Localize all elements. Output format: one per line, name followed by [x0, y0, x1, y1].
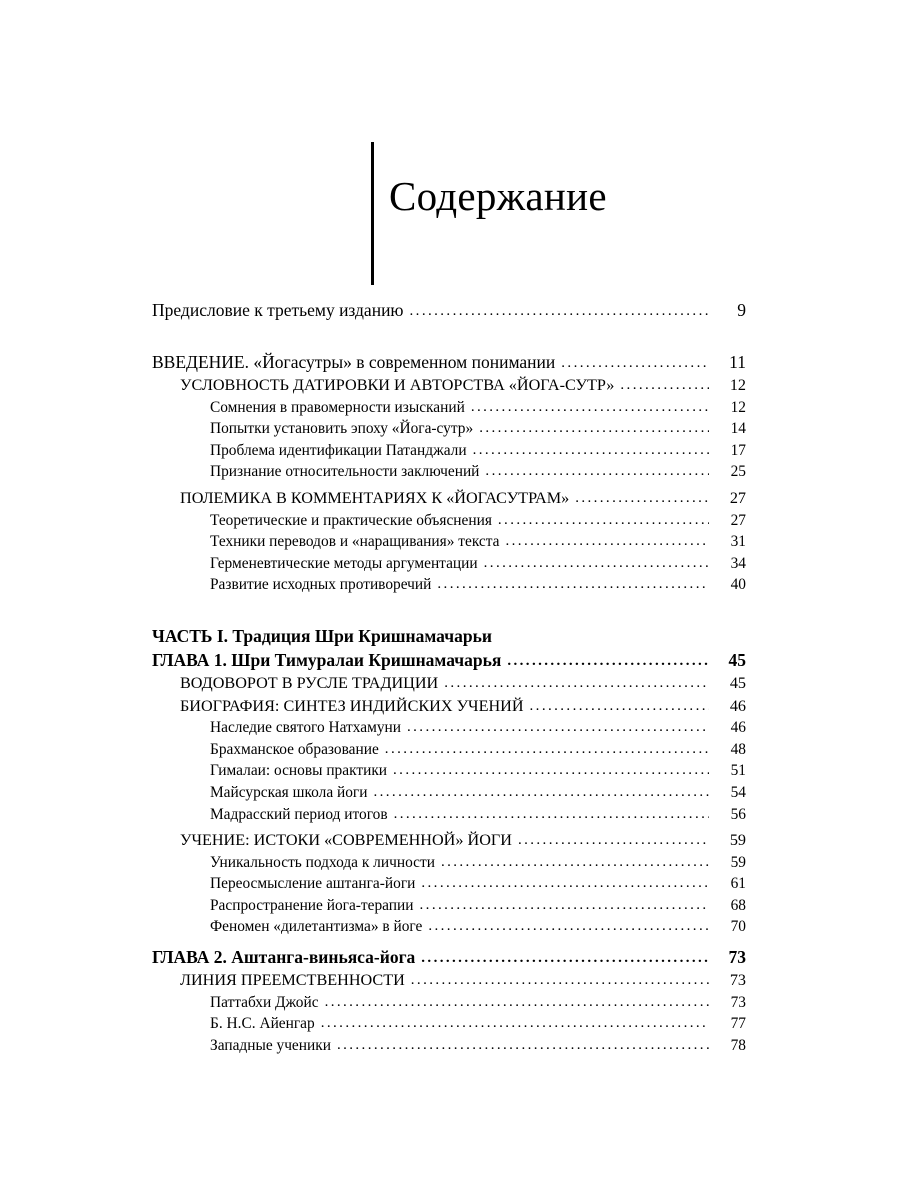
toc-entry-label: Распространение йога-терапии — [210, 896, 414, 914]
toc-entry[interactable] — [210, 762, 746, 784]
toc-entry[interactable] — [152, 626, 746, 650]
toc-leader-dots — [485, 463, 709, 480]
toc-entry[interactable] — [152, 300, 746, 324]
toc-entry[interactable] — [210, 719, 746, 741]
toc-entry[interactable] — [180, 674, 746, 697]
page-title: Содержание — [389, 173, 607, 219]
toc-entry-label: ГЛАВА 1. Шри Тимуралаи Кришнамачарья — [152, 649, 502, 670]
toc-entry-label: Теоретические и практические объяснения — [210, 511, 492, 529]
toc-entry-page-number: 56 — [730, 805, 746, 823]
toc-entry[interactable] — [180, 376, 746, 399]
toc-leader-dots — [325, 994, 709, 1011]
toc-entry-page-number: 73 — [730, 993, 746, 1011]
toc-entry[interactable] — [210, 897, 746, 919]
toc-entry-label: Мадрасский период итогов — [210, 805, 388, 823]
toc-entry[interactable] — [152, 947, 746, 971]
toc-entry-page-number: 9 — [737, 300, 746, 320]
toc-entry[interactable] — [210, 1037, 746, 1059]
toc-entry[interactable] — [210, 533, 746, 555]
toc-leader-dots — [473, 442, 709, 459]
toc-entry-page-number: 46 — [730, 719, 746, 737]
toc-entry-label: Брахманское образование — [210, 740, 379, 758]
toc-entry-label: ПОЛЕМИКА В КОММЕНТАРИЯХ К «ЙОГАСУТРАМ» — [180, 488, 570, 507]
toc-entry[interactable] — [152, 352, 746, 376]
toc-entry[interactable] — [180, 971, 746, 994]
toc-leader-dots — [420, 897, 709, 914]
toc-entry-label: ВОДОВОРОТ В РУСЛЕ ТРАДИЦИИ — [180, 673, 439, 692]
toc-entry-label: ВВЕДЕНИЕ. «Йогасутры» в современном понимании — [152, 352, 556, 372]
toc-entry-page-number: 45 — [729, 673, 746, 692]
toc-entry-page-number: 51 — [730, 762, 746, 780]
toc-entry-label: ЧАСТЬ I. Традиция Шри Кришнамачарьи — [152, 625, 492, 646]
toc-entry-page-number: 11 — [729, 352, 746, 372]
toc-entry[interactable] — [210, 994, 746, 1016]
toc-entry-label: ЛИНИЯ ПРЕЕМСТВЕННОСТИ — [180, 971, 405, 990]
toc-leader-dots — [444, 675, 709, 692]
toc-entry-page-number: 78 — [730, 1036, 746, 1054]
toc-leader-dots — [620, 377, 709, 394]
toc-leader-dots — [411, 972, 709, 989]
toc-entry-page-number: 34 — [730, 554, 746, 572]
title-vertical-rule — [371, 142, 374, 285]
toc-entry[interactable] — [210, 463, 746, 485]
toc-entry-label: БИОГРАФИЯ: СИНТЕЗ ИНДИЙСКИХ УЧЕНИЙ — [180, 696, 524, 715]
toc-leader-dots — [561, 355, 709, 372]
toc-entry[interactable] — [210, 1015, 746, 1037]
toc-entry-page-number: 12 — [730, 398, 746, 416]
toc-entry-page-number: 45 — [728, 649, 746, 670]
toc-entry[interactable] — [210, 854, 746, 876]
toc-leader-dots — [484, 555, 709, 572]
toc-leader-dots — [373, 784, 709, 801]
toc-entry-label: Майсурская школа йоги — [210, 783, 368, 801]
toc-leader-dots — [385, 741, 709, 758]
toc-entry-page-number: 27 — [730, 511, 746, 529]
toc-entry[interactable] — [210, 442, 746, 464]
toc-entry[interactable] — [210, 741, 746, 763]
toc-entry-page-number: 17 — [730, 441, 746, 459]
toc-entry-page-number: 40 — [730, 576, 746, 594]
toc-entry[interactable] — [210, 576, 746, 598]
toc-entry-page-number: 27 — [729, 488, 746, 507]
toc-leader-dots — [518, 832, 709, 849]
toc-leader-dots — [506, 533, 710, 550]
toc-entry-page-number: 31 — [730, 533, 746, 551]
toc-entry[interactable] — [180, 489, 746, 512]
toc-leader-dots — [441, 854, 709, 871]
toc-leader-dots — [407, 719, 709, 736]
toc-leader-dots — [471, 399, 709, 416]
toc-leader-dots — [479, 420, 709, 437]
toc-entry-page-number: 59 — [729, 831, 746, 850]
toc-entry[interactable] — [210, 555, 746, 577]
toc-entry-page-number: 70 — [730, 918, 746, 936]
toc-entry-page-number: 48 — [730, 740, 746, 758]
toc-entry-label: УЧЕНИЕ: ИСТОКИ «СОВРЕМЕННОЙ» ЙОГИ — [180, 831, 512, 850]
toc-entry-page-number: 12 — [729, 376, 746, 394]
toc-entry-page-number: 77 — [730, 1015, 746, 1033]
toc-leader-dots — [421, 875, 709, 892]
toc-entry-page-number: 73 — [729, 971, 746, 990]
toc-entry[interactable] — [210, 806, 746, 828]
toc-entry-label: Уникальность подхода к личности — [210, 853, 435, 871]
toc-leader-dots — [393, 762, 709, 779]
toc-entry-label: ГЛАВА 2. Аштанга-виньяса-йога — [152, 947, 416, 968]
toc-entry-label: Б. Н.С. Айенгар — [210, 1015, 315, 1033]
toc-leader-dots — [410, 303, 709, 320]
toc-entry-page-number: 14 — [730, 420, 746, 438]
toc-entry-page-number: 46 — [729, 696, 746, 715]
toc-entry-label: УСЛОВНОСТЬ ДАТИРОВКИ И АВТОРСТВА «ЙОГА-СУТР» — [180, 376, 615, 394]
toc-leader-dots — [437, 576, 709, 593]
toc-leader-dots — [575, 490, 709, 507]
toc-leader-dots — [428, 918, 709, 935]
toc-entry-label: Признание относительности заключений — [210, 463, 480, 481]
toc-leader-dots — [337, 1037, 709, 1054]
toc-entry-page-number: 54 — [730, 783, 746, 801]
page-title-block — [0, 140, 900, 290]
toc-entry-label: Паттабхи Джойс — [210, 993, 319, 1011]
toc-leader-dots — [394, 806, 709, 823]
toc-entry-label: Феномен «дилетантизма» в йоге — [210, 918, 423, 936]
toc-entry-page-number: 68 — [730, 896, 746, 914]
toc-entry[interactable] — [180, 697, 746, 720]
toc-leader-dots — [507, 653, 709, 670]
toc-entry-label: Проблема идентификации Патанджали — [210, 441, 467, 459]
toc-entry-label: Герменевтические методы аргументации — [210, 554, 478, 572]
toc-entry-label: Техники переводов и «наращивания» текста — [210, 533, 500, 551]
toc-leader-dots — [498, 512, 709, 529]
toc-entry-label: Переосмысление аштанга-йоги — [210, 875, 416, 893]
toc-entry-label: Гималаи: основы практики — [210, 762, 388, 780]
toc-entry-label: Попытки установить эпоху «Йога-сутр» — [210, 420, 474, 438]
toc-entry[interactable] — [210, 399, 746, 421]
toc-entry[interactable] — [210, 784, 746, 806]
toc-entry-page-number: 73 — [728, 947, 746, 968]
toc-leader-dots — [421, 950, 709, 967]
toc-entry[interactable] — [210, 420, 746, 442]
toc-entry-label: Наследие святого Натхамуни — [210, 719, 401, 737]
toc-leader-dots — [321, 1015, 709, 1032]
toc-entry-label: Сомнения в правомерности изысканий — [210, 398, 465, 416]
toc-entry-page-number: 25 — [730, 463, 746, 481]
toc-entry-label: Предисловие к третьему изданию — [152, 300, 404, 320]
toc-leader-dots — [530, 698, 709, 715]
toc-entry[interactable] — [210, 512, 746, 534]
toc-entry-page-number: 61 — [730, 875, 746, 893]
toc-entry-page-number: 59 — [730, 853, 746, 871]
toc-entry-label: Развитие исходных противоречий — [210, 576, 432, 594]
toc-entry-label: Западные ученики — [210, 1036, 331, 1054]
toc-entry[interactable] — [210, 918, 746, 940]
table-of-contents — [0, 300, 900, 1058]
toc-entry[interactable] — [152, 650, 746, 674]
toc-entry[interactable] — [210, 875, 746, 897]
toc-entry[interactable] — [180, 831, 746, 854]
